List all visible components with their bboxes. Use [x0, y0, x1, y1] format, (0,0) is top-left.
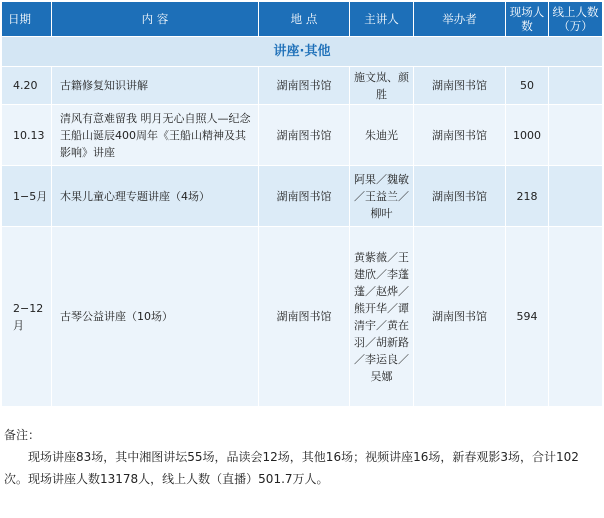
cell-onsite: 1000 [506, 105, 549, 166]
header-content: 内 容 [52, 2, 259, 37]
cell-content: 清风有意难留我 明月无心自照人—纪念王船山诞辰400周年《王船山精神及其影响》讲座 [52, 105, 259, 166]
cell-date: 2−12月 [2, 227, 52, 407]
cell-date: 1−5月 [2, 166, 52, 227]
header-row [2, 2, 603, 37]
table-row [2, 105, 603, 166]
cell-date: 10.13 [2, 105, 52, 166]
cell-organizer: 湖南图书馆 [414, 227, 506, 407]
cell-speaker: 阿果／魏敏／王益兰／柳叶 [350, 166, 414, 227]
cell-speaker: 朱迪光 [350, 105, 414, 166]
cell-content: 古琴公益讲座（10场） [52, 227, 259, 407]
cell-organizer: 湖南图书馆 [414, 67, 506, 105]
cell-online [549, 166, 603, 227]
cell-speaker: 黄紫薇／王建欣／李蓬蓬／赵烨／熊开华／谭清宇／黄在羽／胡新路／李运良／吴娜 [350, 227, 414, 407]
notes-label: 备注： [4, 428, 41, 442]
cell-onsite: 594 [506, 227, 549, 407]
cell-speaker: 施文岚、颜胜 [350, 67, 414, 105]
cell-online [549, 105, 603, 166]
notes-text: 现场讲座83场，其中湘图讲坛55场，品读会12场，其他16场；视频讲座16场，新春观影3场，合计102次。现场讲座人数13178人，线上人数（直播）501.7万人。 [4, 450, 579, 486]
cell-onsite: 50 [506, 67, 549, 105]
section-title: 讲座·其他 [2, 37, 603, 67]
cell-venue: 湖南图书馆 [259, 67, 350, 105]
header-venue: 地 点 [259, 2, 350, 37]
header-organizer: 举办者 [414, 2, 506, 37]
cell-organizer: 湖南图书馆 [414, 105, 506, 166]
notes [4, 424, 602, 490]
header-date: 日期 [2, 2, 52, 37]
table-row [2, 227, 603, 407]
cell-onsite: 218 [506, 166, 549, 227]
cell-venue: 湖南图书馆 [259, 105, 350, 166]
lecture-table [1, 1, 603, 407]
cell-organizer: 湖南图书馆 [414, 166, 506, 227]
header-online: 线上人数（万） [549, 2, 603, 37]
cell-venue: 湖南图书馆 [259, 227, 350, 407]
table-row [2, 166, 603, 227]
cell-online [549, 67, 603, 105]
cell-content: 古籍修复知识讲解 [52, 67, 259, 105]
header-onsite: 现场人数 [506, 2, 549, 37]
cell-venue: 湖南图书馆 [259, 166, 350, 227]
table-row [2, 67, 603, 105]
cell-date: 4.20 [2, 67, 52, 105]
cell-online [549, 227, 603, 407]
header-speaker: 主讲人 [350, 2, 414, 37]
section-row [2, 37, 603, 67]
cell-content: 木果儿童心理专题讲座（4场） [52, 166, 259, 227]
